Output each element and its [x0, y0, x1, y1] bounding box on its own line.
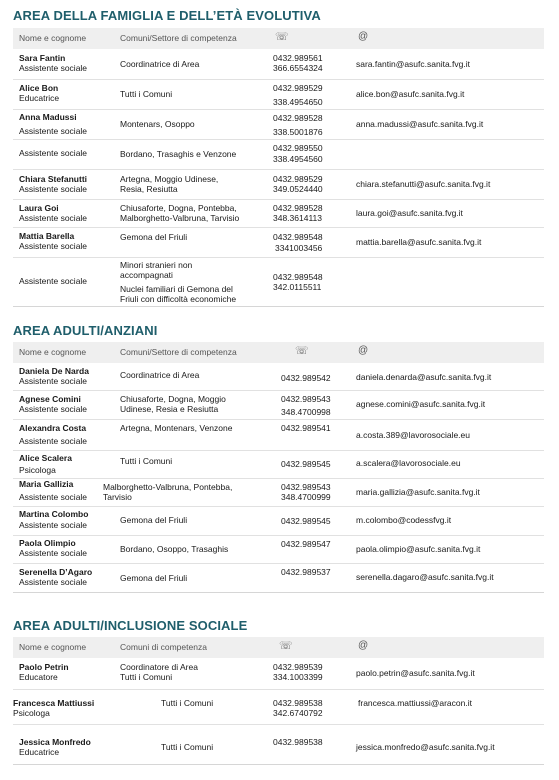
- table-row: [13, 507, 544, 536]
- person-name: Maria Gallizia: [19, 479, 74, 489]
- person-role: Assistente sociale: [19, 276, 88, 286]
- table-row: [13, 451, 544, 479]
- table-row: [13, 258, 544, 307]
- area-line: Bordano, Osoppo, Trasaghis: [120, 544, 229, 554]
- phone-number: 0432.989529: [273, 174, 323, 184]
- person-role: Assistente sociale: [19, 63, 88, 73]
- phone-number: 0432.989550: [273, 143, 323, 153]
- area-line: Tutti i Comuni: [120, 89, 173, 99]
- person-role: Assistente sociale: [19, 184, 88, 194]
- area-line: Chiusaforte, Dogna, Moggio: [120, 394, 226, 404]
- phone-number: 0432.989547: [281, 539, 331, 549]
- phone-number: 0432.989539: [273, 662, 323, 672]
- email-address[interactable]: paola.olimpio@asufc.sanita.fvg.it: [356, 544, 481, 554]
- email-address[interactable]: serenella.dagaro@asufc.sanita.fvg.it: [356, 572, 494, 582]
- phone-number: 342.0115511: [273, 282, 322, 292]
- phone-number: 0432.989543: [281, 394, 331, 404]
- phone-number: 366.6554324: [273, 63, 323, 73]
- area-line: Gemona del Friuli: [120, 515, 188, 525]
- table-header: [13, 342, 544, 363]
- table-row: [13, 479, 544, 507]
- table-row: [13, 80, 544, 110]
- area-line: Bordano, Trasaghis e Venzone: [120, 149, 237, 159]
- phone-number: 0432.989548: [273, 272, 323, 282]
- table-row: [13, 659, 544, 690]
- table-row: [13, 420, 544, 451]
- table-row: [13, 730, 544, 765]
- phone-number: 338.4954560: [273, 154, 323, 164]
- table-row: [13, 110, 544, 140]
- area-line: Tutti i Comuni: [161, 742, 214, 752]
- area-line: Tutti i Comuni: [120, 672, 173, 682]
- person-role: Psicologa: [13, 708, 50, 718]
- person-role: Assistente sociale: [19, 492, 88, 502]
- area-line: Artegna, Montenars, Venzone: [120, 423, 233, 433]
- person-name: Anna Madussi: [19, 112, 77, 122]
- area-line: Udinese, Resia e Resiutta: [120, 404, 219, 414]
- area-line: accompagnati: [120, 270, 173, 280]
- area-line: Chiusaforte, Dogna, Pontebba,: [120, 203, 237, 213]
- phone-number: 0432.989548: [273, 232, 323, 242]
- table-row: [13, 170, 544, 200]
- person-name: Daniela De Narda: [19, 366, 89, 376]
- table-row: [13, 228, 544, 258]
- phone-icon: ☏: [275, 31, 289, 43]
- area-line: Tarvisio: [103, 492, 132, 502]
- phone-number: 0432.989538: [273, 737, 323, 747]
- phone-number: 0432.989545: [281, 459, 331, 469]
- table-row: [13, 391, 544, 420]
- header-area: Comuni/Settore di competenza: [120, 347, 237, 357]
- person-name: Alice Scalera: [19, 453, 72, 463]
- phone-number: 349.0524440: [273, 184, 323, 194]
- area-line: Coordinatrice di Area: [120, 370, 200, 380]
- section-title: AREA DELLA FAMIGLIA E DELL’ETÀ EVOLUTIVA: [13, 8, 321, 23]
- phone-number: 348.4700998: [281, 407, 331, 417]
- person-role: Assistente sociale: [19, 577, 88, 587]
- phone-number: 0432.989528: [273, 203, 323, 213]
- table-row: [13, 694, 544, 725]
- header-name: Nome e cognome: [19, 33, 87, 43]
- header-name: Nome e cognome: [19, 347, 87, 357]
- phone-number: 3341003456: [275, 243, 323, 253]
- phone-number: 0432.989561: [273, 53, 323, 63]
- header-area: Comuni/Settore di competenza: [120, 33, 237, 43]
- email-address[interactable]: mattia.barella@asufc.sanita.fvg.it: [356, 237, 482, 247]
- area-line: Montenars, Osoppo: [120, 119, 195, 129]
- person-name: Agnese Comini: [19, 394, 81, 404]
- header-name: Nome e cognome: [19, 642, 87, 652]
- table-row: [13, 140, 544, 170]
- person-name: Jessica Monfredo: [19, 737, 91, 747]
- email-address[interactable]: daniela.denarda@asufc.sanita.fvg.it: [356, 372, 492, 382]
- phone-number: 338.5001876: [273, 127, 323, 137]
- phone-number: 0432.989537: [281, 567, 331, 577]
- phone-icon: ☏: [279, 640, 293, 652]
- section-famiglia: [0, 8, 559, 308]
- area-line: Tutti i Comuni: [161, 698, 214, 708]
- area-line: Gemona del Friuli: [120, 232, 188, 242]
- area-line: Coordinatore di Area: [120, 662, 198, 672]
- person-name: Laura Goi: [19, 203, 59, 213]
- phone-number: 338.4954650: [273, 97, 323, 107]
- table-row: [13, 536, 544, 564]
- area-line: Nuclei familiari di Gemona del: [120, 284, 233, 294]
- person-role: Educatrice: [19, 93, 60, 103]
- email-address[interactable]: maria.gallizia@asufc.sanita.fvg.it: [356, 487, 480, 497]
- email-address[interactable]: m.colombo@codessfvg.it: [356, 515, 452, 525]
- section-adulti-anziani: [0, 323, 559, 593]
- section-title: AREA ADULTI/INCLUSIONE SOCIALE: [13, 618, 248, 633]
- phone-number: 348.4700999: [281, 492, 331, 502]
- header-area: Comuni di competenza: [120, 642, 207, 652]
- email-address[interactable]: agnese.comini@asufc.sanita.fvg.it: [356, 399, 486, 409]
- phone-number: 334.1003399: [273, 672, 323, 682]
- person-role: Psicologa: [19, 465, 56, 475]
- phone-number: 0432.989542: [281, 373, 331, 383]
- person-role: Educatore: [19, 672, 58, 682]
- table-row: [13, 364, 544, 391]
- table-header: [13, 28, 544, 49]
- phone-number: 0432.989538: [273, 698, 323, 708]
- person-name: Alice Bon: [19, 83, 59, 93]
- area-line: Malborghetto-Valbruna, Tarvisio: [120, 213, 240, 223]
- person-name: Paolo Petrin: [19, 662, 69, 672]
- email-address[interactable]: alice.bon@asufc.sanita.fvg.it: [356, 89, 465, 99]
- email-address[interactable]: jessica.monfredo@asufc.sanita.fvg.it: [356, 742, 495, 752]
- email-address[interactable]: francesca.mattiussi@aracon.it: [358, 698, 472, 708]
- table-row: [13, 50, 544, 80]
- person-role: Assistente sociale: [19, 548, 88, 558]
- person-role: Assistente sociale: [19, 148, 88, 158]
- email-icon: @: [358, 31, 369, 42]
- phone-number: 348.3614113: [273, 213, 323, 223]
- phone-number: 0432.989529: [273, 83, 323, 93]
- area-line: Tutti i Comuni: [120, 456, 173, 466]
- email-address[interactable]: laura.goi@asufc.sanita.fvg.it: [356, 208, 463, 218]
- person-name: Paola Olimpio: [19, 538, 76, 548]
- area-line: Gemona del Friuli: [120, 573, 188, 583]
- person-name: Alexandra Costa: [19, 423, 87, 433]
- phone-number: 0432.989541: [281, 423, 331, 433]
- table-header: [13, 637, 544, 658]
- table-row: [13, 200, 544, 228]
- person-role: Assistente sociale: [19, 241, 88, 251]
- person-name: Chiara Stefanutti: [19, 174, 88, 184]
- area-line: Friuli con difficoltà economiche: [120, 294, 237, 304]
- person-name: Francesca Mattiussi: [13, 698, 95, 708]
- area-line: Coordinatrice di Area: [120, 59, 200, 69]
- email-address[interactable]: paolo.petrin@asufc.sanita.fvg.it: [356, 668, 475, 678]
- person-role: Assistente sociale: [19, 404, 88, 414]
- email-icon: @: [358, 640, 369, 651]
- email-address[interactable]: a.costa.389@lavorosociale.eu: [356, 430, 471, 440]
- table-row: [13, 564, 544, 593]
- phone-number: 342.6740792: [273, 708, 323, 718]
- section-title: AREA ADULTI/ANZIANI: [13, 323, 158, 338]
- section-inclusione-sociale: [0, 618, 559, 778]
- person-name: Sara Fantin: [19, 53, 66, 63]
- person-role: Assistente sociale: [19, 126, 88, 136]
- person-name: Serenella D’Agaro: [19, 567, 93, 577]
- person-role: Educatrice: [19, 747, 60, 757]
- area-line: Resia, Resiutta: [120, 184, 178, 194]
- person-role: Assistente sociale: [19, 436, 88, 446]
- email-address[interactable]: chiara.stefanutti@asufc.sanita.fvg.it: [356, 179, 491, 189]
- email-address[interactable]: sara.fantin@asufc.sanita.fvg.it: [356, 59, 470, 69]
- phone-icon: ☏: [295, 345, 309, 357]
- phone-number: 0432.989543: [281, 482, 331, 492]
- phone-number: 0432.989528: [273, 113, 323, 123]
- person-role: Assistente sociale: [19, 213, 88, 223]
- person-role: Assistente sociale: [19, 376, 88, 386]
- email-icon: @: [358, 345, 369, 356]
- person-name: Martina Colombo: [19, 509, 89, 519]
- person-name: Mattia Barella: [19, 231, 75, 241]
- email-address[interactable]: anna.madussi@asufc.sanita.fvg.it: [356, 119, 484, 129]
- area-line: Artegna, Moggio Udinese,: [120, 174, 219, 184]
- area-line: Malborghetto-Valbruna, Pontebba,: [103, 482, 233, 492]
- person-role: Assistente sociale: [19, 520, 88, 530]
- email-address[interactable]: a.scalera@lavorosociale.eu: [356, 458, 461, 468]
- area-line: Minori stranieri non: [120, 260, 193, 270]
- phone-number: 0432.989545: [281, 516, 331, 526]
